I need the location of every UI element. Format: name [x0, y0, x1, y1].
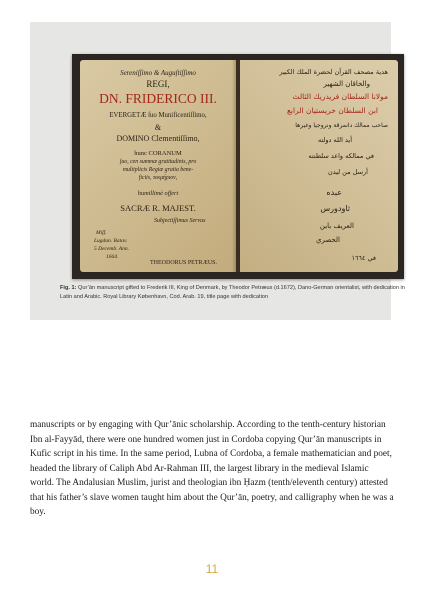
dedication-line: Miſſ. [96, 230, 107, 236]
arabic-line: عبده [326, 188, 342, 197]
dedication-line: & [154, 123, 162, 132]
arabic-line: هدية مصحف القرآن لحضرة الملك الكبير [279, 68, 388, 76]
signature-line: THEODORUS PETRÆUS. [150, 260, 218, 266]
dedication-line: ficiis, τεκμήριον, [138, 175, 178, 181]
dedication-line: DN. FRIDERICO III. [99, 91, 217, 106]
dedication-line: 5 Decemb. Ann. [94, 246, 130, 252]
dedication-line: multiplicis Regiæ gratia bene- [122, 167, 194, 173]
manuscript-left-page [80, 60, 236, 272]
arabic-line: في ١٦٦٤ [351, 254, 376, 262]
dedication-line: ſuo, cen summæ gratitudinis, pro [119, 159, 197, 165]
page-number: 11 [205, 562, 219, 576]
caption-label: Fig. 1: [60, 285, 77, 291]
dedication-line: Subjectiſſimus Servus [154, 218, 206, 224]
dedication-line: hunc CORANUM [134, 150, 182, 157]
arabic-line: أرسل من ليدن [327, 168, 368, 176]
arabic-line: في ممالكه واعد سلطنته [308, 152, 374, 160]
arabic-line: والخاقان الشهير [323, 80, 370, 88]
body-paragraph: manuscripts or by engaging with Qur’ānic scholarship. According to the tenth-century historian Ibn al-Fayyād, there were one hundred women just in Cordoba copying Qur’ān manuscripts in Kufic script in his time. In the same period, Lubna of Cordoba, a female mathematician and poet, headed the library of Caliph Abd Ar-Rahman III, the largest library in the medieval Islamic world. The Andalusian Muslim, jurist and theologian ibn Ḥazm (tenth/eleventh century) attested that his father’s slave women taught him about the Qur’ān, poetry, and calligraphy when he was a boy. [30, 420, 394, 517]
arabic-line: أيد الله دولته [317, 136, 352, 144]
arabic-line: مولانا السلطان فريدريك الثالث [292, 92, 388, 101]
arabic-line: الحصري [315, 236, 340, 244]
dedication-line: humillimè offert [137, 190, 179, 197]
dedication-line: DOMINO Clementiſſimo, [116, 134, 200, 143]
dedication-line: REGI, [146, 79, 170, 89]
manuscript-right-page [240, 60, 398, 272]
manuscript-photo [72, 54, 404, 279]
arabic-line: صاحب ممالك دانمرقة ونروجيا وغيرها [295, 122, 388, 129]
dedication-line: Lugdun. Batav. [94, 238, 128, 244]
dedication-line: 1664. [106, 254, 119, 260]
arabic-line: ابن السلطان خريستيان الرابع [286, 106, 378, 115]
dedication-line: Sereniſſimo & Auguſtiſſimo [120, 69, 196, 77]
figure-caption [60, 284, 418, 301]
figure-panel [30, 22, 405, 320]
arabic-line: ثاودورس [320, 204, 350, 213]
dedication-line: SACRÆ R. MAJEST. [120, 203, 196, 213]
arabic-line: العريف باين [319, 222, 354, 230]
caption-text: Qur’ān manuscript gifted to Frederik III, King of Denmark, by Theodor Petræus (d.1672), Dano-German orientalist, with dedication in Latin and Arabic. Royal Library København, Cod. Arab. 19, title page with dedication [60, 285, 405, 300]
dedication-line: EVERGETÆ ſuo Munificentiſſimo, [109, 112, 207, 119]
